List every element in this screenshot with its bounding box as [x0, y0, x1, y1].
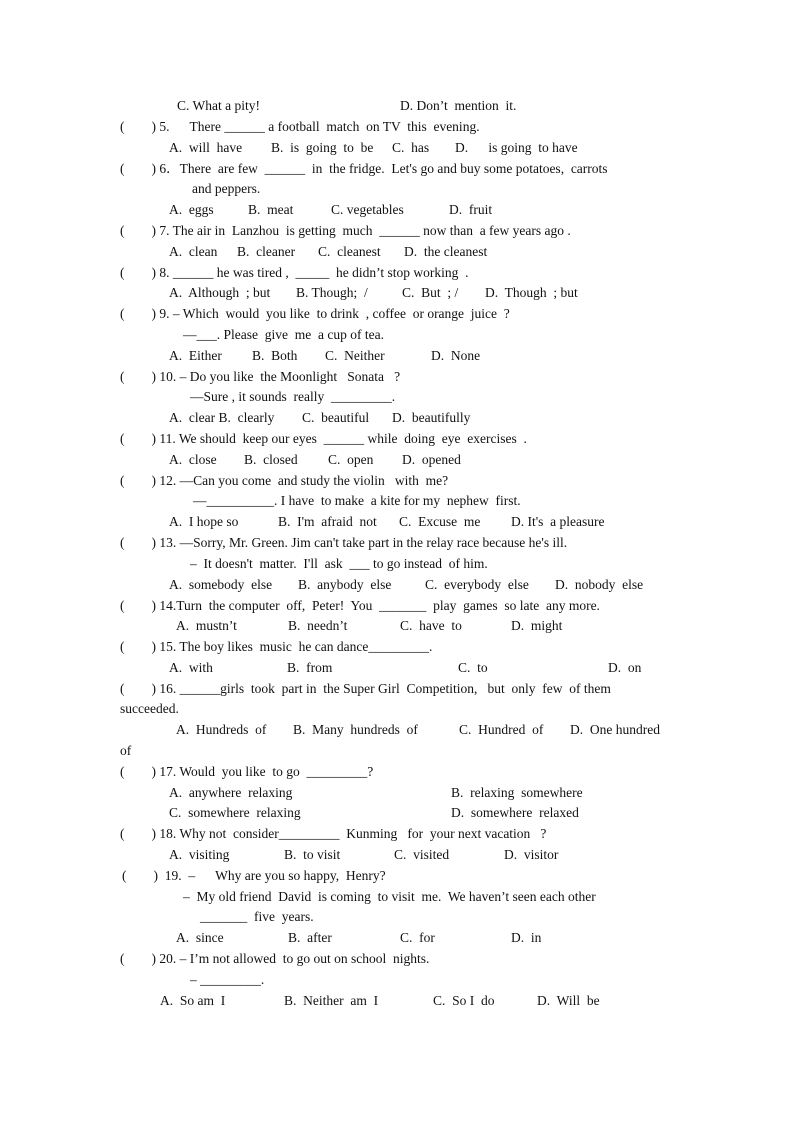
text-line: D. Don’t mention it.	[400, 98, 517, 113]
text-line: _______ five years.	[200, 909, 314, 924]
text-line: B. meat	[248, 202, 294, 217]
text-line: ( ) 14.Turn the computer off, Peter! You _______ play games so late any more.	[120, 598, 600, 613]
text-line: ( ) 12. —Can you come and study the violin with me?	[120, 473, 449, 488]
text-line: B. Many hundreds of	[293, 722, 418, 737]
text-line: B. Though; /	[296, 285, 368, 300]
text-line: ( ) 8. ______ he was tired , _____ he didn’t stop working .	[120, 265, 469, 280]
text-line: ( ) 15. The boy likes music he can dance_________.	[120, 639, 433, 654]
text-line: B. anybody else	[298, 577, 392, 592]
text-line: B. relaxing somewhere	[451, 785, 583, 800]
text-line: ( ) 5. There ______ a football match on TV this evening.	[120, 119, 480, 134]
text-line: B. Both	[252, 348, 298, 363]
text-line: ( ) 11. We should keep our eyes ______ while doing eye exercises .	[120, 431, 527, 446]
text-line: —___. Please give me a cup of tea.	[183, 327, 384, 342]
text-line: D. None	[431, 348, 481, 363]
text-line: ( ) 7. The air in Lanzhou is getting much ______ now than a few years ago .	[120, 223, 571, 238]
text-line: A. with	[169, 660, 213, 675]
text-line: ( ) 13. —Sorry, Mr. Green. Jim can't take part in the relay race because he's ill.	[120, 535, 568, 550]
text-line: —__________. I have to make a kite for my nephew first.	[193, 493, 521, 508]
text-line: D. the cleanest	[404, 244, 488, 259]
text-line: A. Although ; but	[169, 285, 271, 300]
text-line: A. Hundreds of	[176, 722, 267, 737]
text-line: C. beautiful	[302, 410, 370, 425]
text-line: C. visited	[394, 847, 450, 862]
text-line: D. fruit	[449, 202, 493, 217]
text-line: C. Neither	[325, 348, 385, 363]
text-line: D. somewhere relaxed	[451, 805, 579, 820]
text-line: A. visiting	[169, 847, 230, 862]
text-line: B. is going to be	[271, 140, 374, 155]
text-line: – It doesn't matter. I'll ask ___ to go instead of him.	[190, 556, 488, 571]
text-line: B. I'm afraid not	[278, 514, 377, 529]
text-line: ( ) 19. – Why are you so happy, Henry?	[122, 868, 386, 883]
text-line: A. Either	[169, 348, 222, 363]
text-line: C. vegetables	[331, 202, 404, 217]
text-line: D. Will be	[537, 993, 600, 1008]
text-line: C. to	[458, 660, 488, 675]
text-line: D. One hundred	[570, 722, 660, 737]
text-line: C. somewhere relaxing	[169, 805, 301, 820]
text-line: C. cleanest	[318, 244, 381, 259]
text-line: – _________.	[190, 972, 265, 987]
text-line: ( ) 17. Would you like to go _________?	[120, 764, 374, 779]
text-line: B. closed	[244, 452, 298, 467]
text-line: – My old friend David is coming to visit me. We haven’t seen each other	[183, 889, 596, 904]
text-line: C. Excuse me	[399, 514, 481, 529]
text-line: D. in	[511, 930, 542, 945]
text-line: C. What a pity!	[177, 98, 260, 113]
text-line: A. clean	[169, 244, 218, 259]
text-line: ( ) 10. – Do you like the Moonlight Sonata ?	[120, 369, 401, 384]
text-line: A. So am I	[160, 993, 226, 1008]
text-line: C. for	[400, 930, 435, 945]
text-line: ( ) 16. ______girls took part in the Super Girl Competition, but only few of them	[120, 681, 611, 696]
text-line: D. It's a pleasure	[511, 514, 605, 529]
text-line: ( ) 18. Why not consider_________ Kunming for your next vacation ?	[120, 826, 547, 841]
text-line: and peppers.	[192, 181, 261, 196]
text-line: ( ) 20. – I’m not allowed to go out on school nights.	[120, 951, 430, 966]
text-line: D. Though ; but	[485, 285, 578, 300]
text-line: D. is going to have	[455, 140, 578, 155]
text-line: C. have to	[400, 618, 462, 633]
text-line: ( ) 9. – Which would you like to drink , coffee or orange juice ?	[120, 306, 510, 321]
text-line: B. from	[287, 660, 333, 675]
text-line: A. somebody else	[169, 577, 273, 592]
text-line: D. beautifully	[392, 410, 471, 425]
text-line: C. has	[392, 140, 430, 155]
text-line: D. might	[511, 618, 563, 633]
text-line: C. But ; /	[402, 285, 459, 300]
text-line: C. Hundred of	[459, 722, 544, 737]
text-line: ( ) 6．There are few ______ in the fridge. Let's go and buy some potatoes, carrots	[120, 161, 608, 176]
text-line: B. after	[288, 930, 332, 945]
text-line: B. Neither am I	[284, 993, 379, 1008]
text-line: —Sure , it sounds really _________.	[190, 389, 396, 404]
text-line: D. on	[608, 660, 642, 675]
text-line: D. visitor	[504, 847, 559, 862]
text-line: C. everybody else	[425, 577, 529, 592]
text-line: of	[120, 743, 132, 758]
text-line: succeeded.	[120, 701, 179, 716]
text-line: A. since	[176, 930, 224, 945]
text-line: B. to visit	[284, 847, 341, 862]
text-line: C. So I do	[433, 993, 495, 1008]
text-line: A. I hope so	[169, 514, 239, 529]
text-line: C. open	[328, 452, 374, 467]
text-line: A. eggs	[169, 202, 214, 217]
text-line: D. opened	[402, 452, 461, 467]
text-line: A. close	[169, 452, 217, 467]
text-line: A. clear B. clearly	[169, 410, 275, 425]
text-line: A. anywhere relaxing	[169, 785, 293, 800]
text-line: D. nobody else	[555, 577, 644, 592]
text-line: B. cleaner	[237, 244, 296, 259]
text-line: B. needn’t	[288, 618, 348, 633]
text-line: A. mustn’t	[176, 618, 237, 633]
text-line: A. will have	[169, 140, 243, 155]
